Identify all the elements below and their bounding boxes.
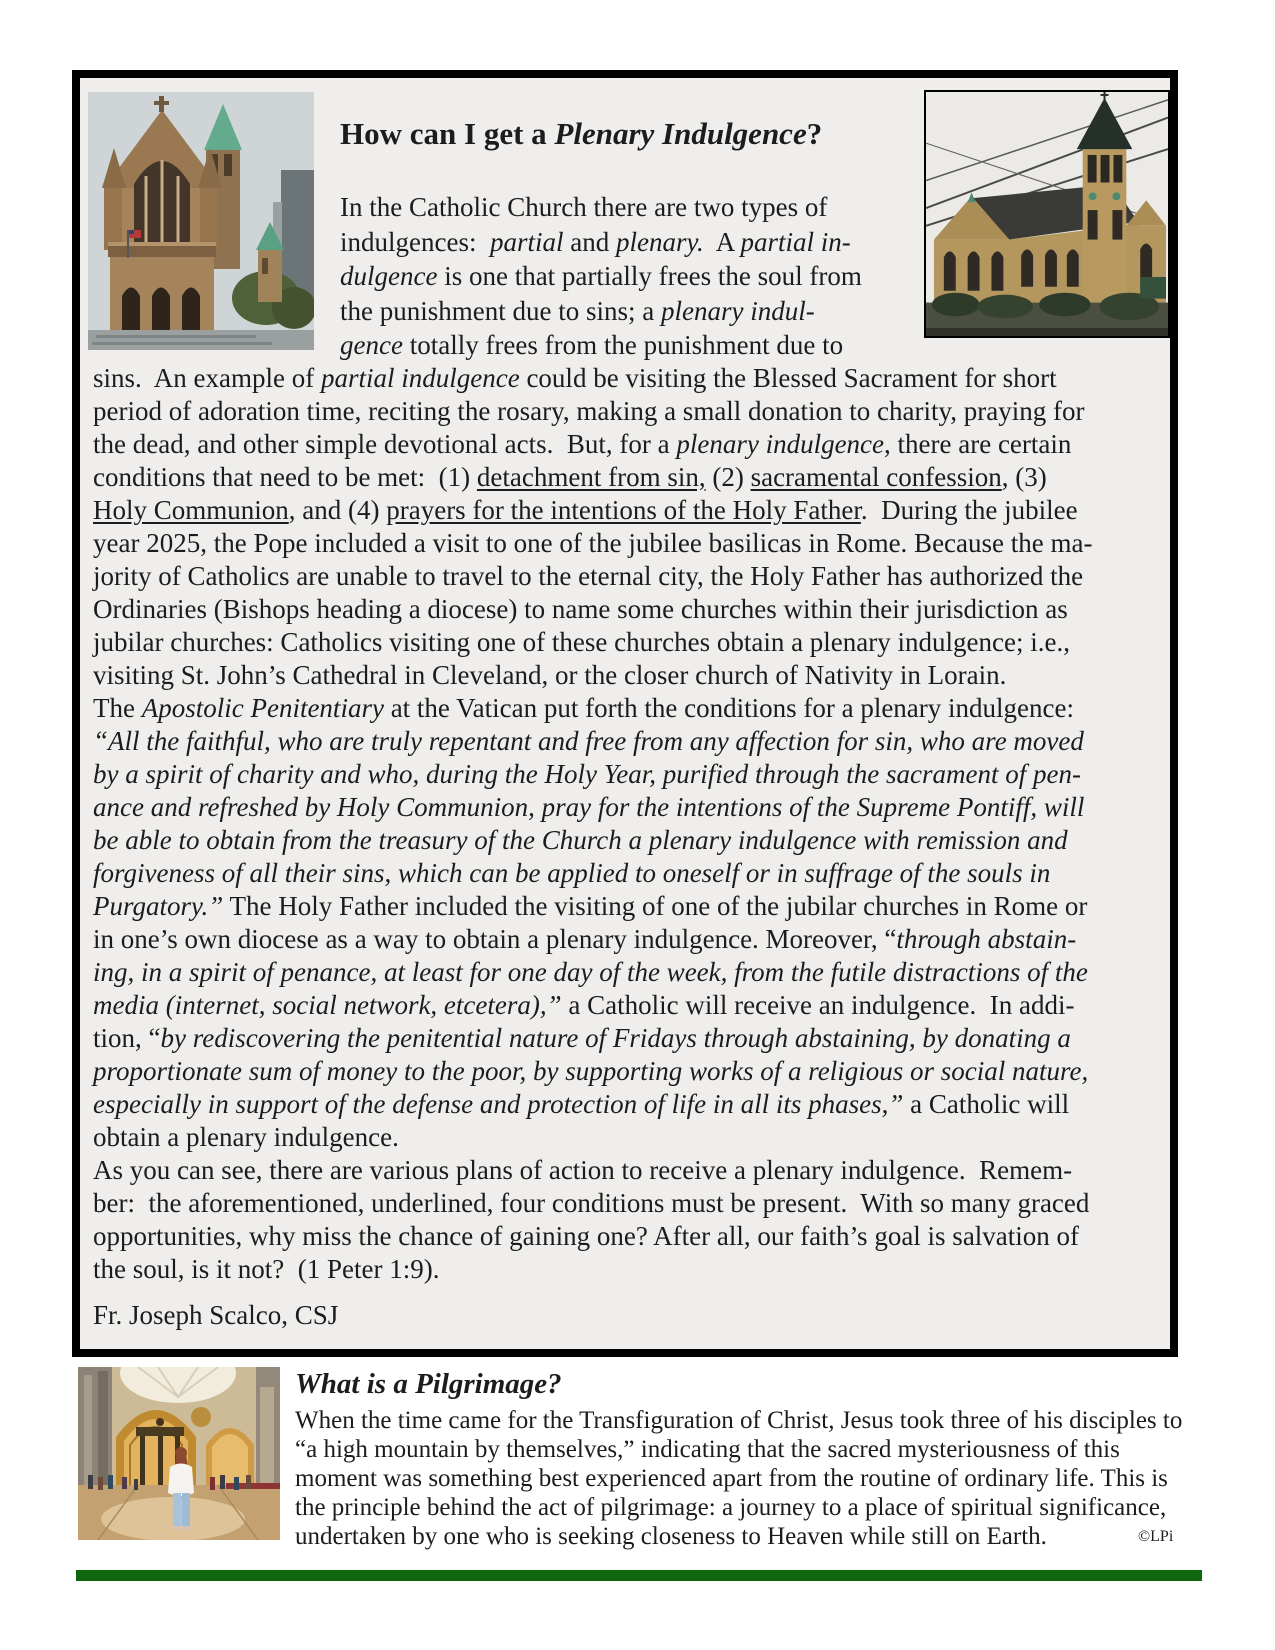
text-line: opportunities, why miss the chance of gaining one? After all, our faith’s goal is salvation of: [93, 1221, 1080, 1251]
text-line: especially in support of the defense and protection of life in all its phases,” a Catholic will: [93, 1089, 1070, 1119]
text-line: proportionate sum of money to the poor, by supporting works of a religious or social nature,: [93, 1056, 1089, 1086]
text-line: Ordinaries (Bishops heading a diocese) to name some churches within their jurisdiction as: [93, 594, 1068, 624]
text-line: “All the faithful, who are truly repentant and free from any affection for sin, who are moved: [93, 726, 1084, 756]
article-body-text: [93, 362, 1092, 1286]
footer-green-bar: [76, 1570, 1202, 1581]
article-intro-text: [340, 190, 862, 363]
text-line: the dead, and other simple devotional acts. But, for a plenary indulgence, there are certain: [93, 429, 1072, 459]
church-photo: [924, 90, 1170, 338]
text-line: the punishment due to sins; a plenary indul-: [340, 295, 815, 326]
text-line: Holy Communion, and (4) prayers for the intentions of the Holy Father. During the jubilee: [93, 495, 1078, 525]
pilgrimage-title: What is a Pilgrimage?: [295, 1368, 562, 1400]
lpi-credit: ©LPi: [1138, 1528, 1174, 1545]
text-line: media (internet, social network, etcetera),” a Catholic will receive an indulgence. In addi-: [93, 990, 1075, 1020]
text-line: moment was something best experienced apart from the routine of ordinary life. This is: [295, 1465, 1168, 1492]
text-line: gence totally frees from the punishment due to: [340, 330, 844, 360]
text-line: in one’s own diocese as a way to obtain a plenary indulgence. Moreover, “through abstain-: [93, 924, 1077, 954]
text-line: The Apostolic Penitentiary at the Vatican put forth the conditions for a plenary indulgence:: [93, 693, 1074, 723]
text-line: “a high mountain by themselves,” indicating that the sacred mysteriousness of this: [295, 1436, 1120, 1463]
cathedral-photo-art: [88, 92, 314, 350]
text-line: jority of Catholics are unable to travel to the eternal city, the Holy Father has authorized the: [93, 561, 1084, 591]
text-line: the principle behind the act of pilgrimage: a journey to a place of spiritual significance,: [295, 1494, 1167, 1521]
text-line: indulgences: partial and plenary. A partial in-: [340, 226, 851, 257]
text-line: sins. An example of partial indulgence could be visiting the Blessed Sacrament for short: [93, 363, 1057, 393]
text-line: Purgatory.” The Holy Father included the visiting of one of the jubilar churches in Rome or: [93, 891, 1088, 921]
text-line: dulgence is one that partially frees the soul from: [340, 261, 862, 291]
pilgrimage-body-text: [295, 1406, 1182, 1551]
text-line: tion, “by rediscovering the penitential nature of Fridays through abstaining, by donating a: [93, 1023, 1071, 1053]
text-line: by a spirit of charity and who, during the Holy Year, purified through the sacrament of pen-: [93, 759, 1081, 789]
text-line: undertaken by one who is seeking closeness to Heaven while still on Earth.: [295, 1523, 1047, 1550]
text-line: As you can see, there are various plans of action to receive a plenary indulgence. Remem-: [93, 1155, 1073, 1185]
text-line: the soul, is it not? (1 Peter 1:9).: [93, 1254, 440, 1284]
text-line: obtain a plenary indulgence.: [93, 1122, 399, 1152]
author-signature: Fr. Joseph Scalco, CSJ: [93, 1300, 339, 1330]
text-line: In the Catholic Church there are two types of: [340, 192, 828, 222]
text-line: How can I get a Plenary Indulgence?: [340, 116, 823, 151]
text-line: year 2025, the Pope included a visit to one of the jubilee basilicas in Rome. Because the ma-: [93, 528, 1093, 558]
text-line: ing, in a spirit of penance, at least for one day of the week, from the futile distractions of the: [93, 957, 1088, 987]
article-title: [340, 116, 822, 152]
church-photo-art: [926, 92, 1168, 336]
text-line: forgiveness of all their sins, which can be applied to oneself or in suffrage of the souls in: [93, 858, 1051, 888]
text-line: be able to obtain from the treasury of the Church a plenary indulgence with remission and: [93, 825, 1068, 855]
text-line: ber: the aforementioned, underlined, four conditions must be present. With so many graced: [93, 1188, 1090, 1218]
text-line: When the time came for the Transfiguration of Christ, Jesus took three of his disciples to: [295, 1407, 1183, 1434]
indulgence-article-box: [72, 70, 1178, 1357]
text-line: period of adoration time, reciting the rosary, making a small donation to charity, praying for: [93, 396, 1085, 426]
text-line: conditions that need to be met: (1) detachment from sin, (2) sacramental confession, (3): [93, 462, 1047, 492]
basilica-interior-photo-art: [78, 1367, 280, 1540]
basilica-interior-photo: [78, 1367, 280, 1540]
text-line: visiting St. John’s Cathedral in Cleveland, or the closer church of Nativity in Lorain.: [93, 660, 1007, 690]
text-line: ance and refreshed by Holy Communion, pray for the intentions of the Supreme Pontiff, will: [93, 792, 1085, 822]
cathedral-photo: [88, 92, 314, 350]
text-line: jubilar churches: Catholics visiting one of these churches obtain a plenary indulgence; i.e.,: [93, 627, 1070, 657]
